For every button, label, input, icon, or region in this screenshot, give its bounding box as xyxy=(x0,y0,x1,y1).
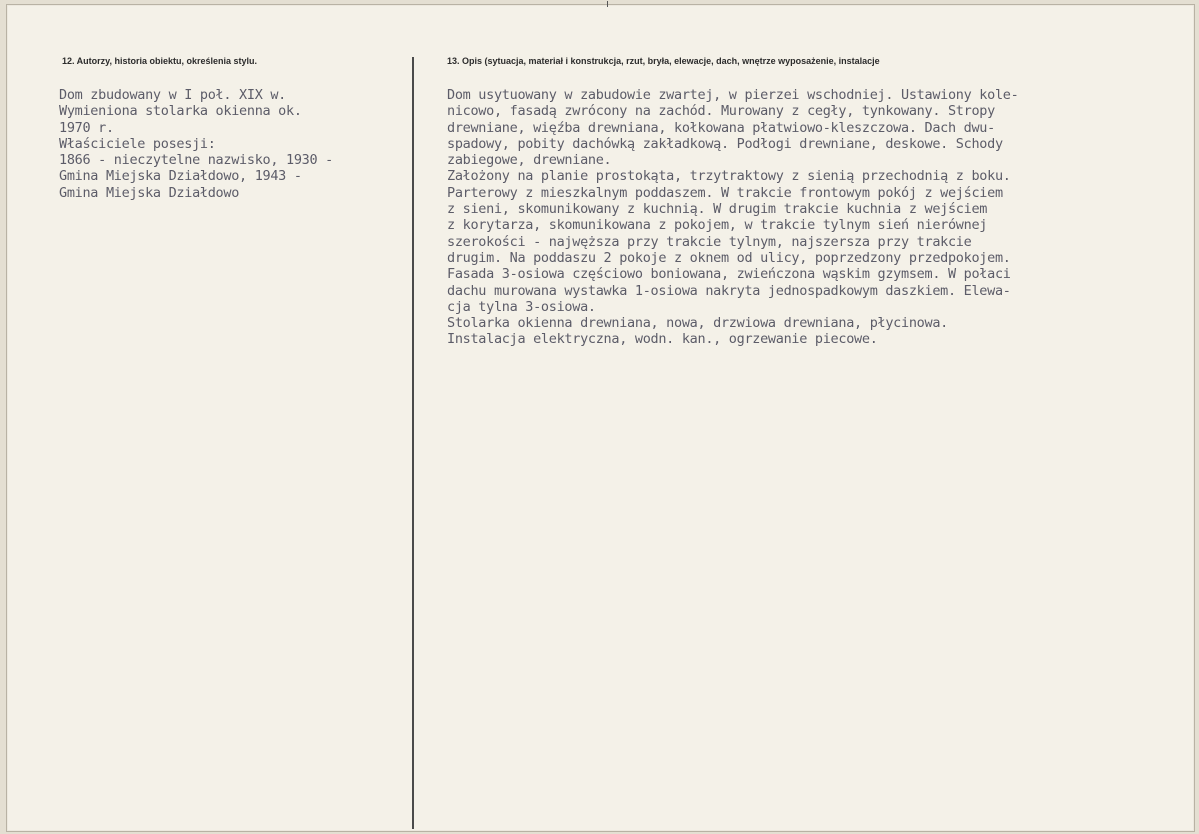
text-line: z sieni, skomunikowany z kuchnią. W drugim trakcie kuchnia z wejściem xyxy=(447,201,988,218)
text-line: Właściciele posesji: xyxy=(59,135,216,152)
text-line: z korytarza, skomunikowana z pokojem, w trakcie tylnym sień nierównej xyxy=(447,217,988,234)
text-line: cja tylna 3-osiowa. xyxy=(447,298,596,315)
section-12-heading: 12. Autorzy, historia obiektu, określenia stylu. xyxy=(62,56,258,66)
text-line: Stolarka okienna drewniana, nowa, drzwiowa drewniana, płycinowa. xyxy=(447,315,948,332)
text-line: Dom zbudowany w I poł. XIX w. xyxy=(59,87,287,103)
text-line: 1866 - nieczytelne nazwisko, 1930 - xyxy=(59,152,333,169)
text-line: 1970 r. xyxy=(59,119,114,136)
text-line: Gmina Miejska Działdowo xyxy=(59,184,240,201)
text-line: nicowo, fasadą zwrócony na zachód. Murowany z cegły, tynkowany. Stropy xyxy=(447,103,995,120)
text-line: Gmina Miejska Działdowo, 1943 - xyxy=(59,168,302,185)
text-line: Fasada 3-osiowa częściowo boniowana, zwieńczona wąskim gzymsem. W połaci xyxy=(447,266,1011,283)
history-text xyxy=(59,87,333,201)
column-divider xyxy=(412,57,414,829)
text-line: Wymieniona stolarka okienna ok. xyxy=(59,103,302,120)
description-text xyxy=(447,87,1018,348)
record-card xyxy=(6,4,1195,832)
text-line: Instalacja elektryczna, wodn. kan., ogrzewanie piecowe. xyxy=(447,331,878,348)
text-line: zabiegowe, drewniane. xyxy=(447,152,612,169)
text-line: szerokości - najwęższa przy trakcie tylnym, najszersza przy trakcie xyxy=(447,233,972,250)
text-line: Założony na planie prostokąta, trzytraktowy z sienią przechodnią z boku. xyxy=(447,168,1011,185)
text-line: drugim. Na poddaszu 2 pokoje z oknem od ulicy, poprzedzony przedpokojem. xyxy=(447,249,1011,266)
text-line: drewniane, więźba drewniana, kołkowana płatwiowo-kleszczowa. Dach dwu- xyxy=(447,119,995,136)
text-line: Parterowy z mieszkalnym poddaszem. W trakcie frontowym pokój z wejściem xyxy=(447,184,1003,201)
section-13-heading: 13. Opis (sytuacja, materiał i konstrukcja, rzut, bryła, elewacje, dach, wnętrze wyposażenie, instalacje xyxy=(447,56,880,66)
text-line: Dom usytuowany w zabudowie zwartej, w pierzei wschodniej. Ustawiony kole- xyxy=(447,87,1019,103)
top-tick-mark xyxy=(607,1,608,7)
text-line: spadowy, pobity dachówką zakładkową. Podłogi drewniane, deskowe. Schody xyxy=(447,135,1003,152)
text-line: dachu murowana wystawka 1-osiowa nakryta jednospadkowym daszkiem. Elewa- xyxy=(447,282,1011,299)
